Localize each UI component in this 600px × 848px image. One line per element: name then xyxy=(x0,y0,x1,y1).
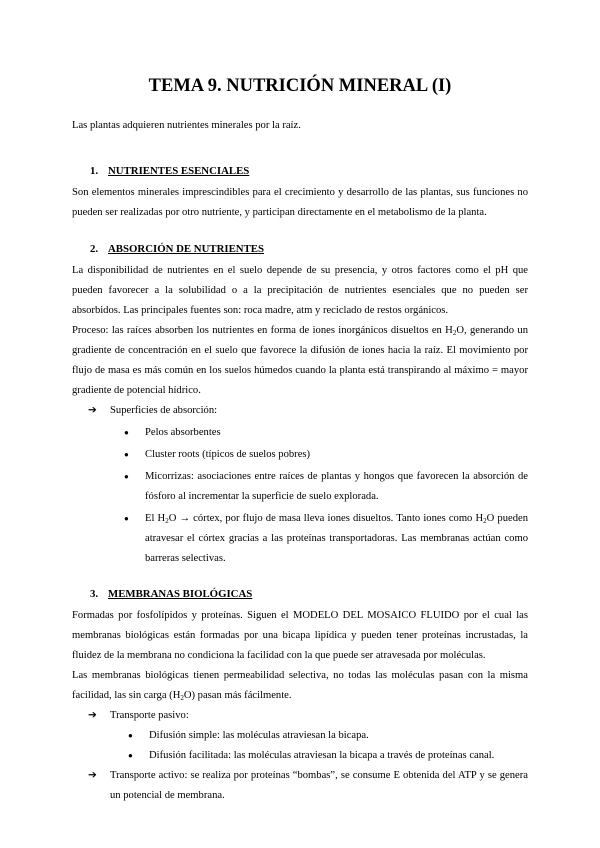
section-title: MEMBRANAS BIOLÓGICAS xyxy=(108,588,253,600)
arrow-icon: ➔ xyxy=(88,770,97,781)
section-number: 3. xyxy=(90,588,99,600)
section-title: ABSORCIÓN DE NUTRIENTES xyxy=(108,243,264,255)
list-item-text: Pelos absorbentes xyxy=(145,427,221,438)
bullet-icon: ● xyxy=(124,514,129,523)
arrow-list-item xyxy=(72,401,528,421)
bullet-list-item xyxy=(72,423,528,443)
arrow-list-item xyxy=(72,706,528,726)
bullet-icon: ● xyxy=(124,428,129,437)
bullet-icon: ● xyxy=(128,731,133,740)
section-number: 1. xyxy=(90,165,99,177)
section-body-disponibilidad: La disponibilidad de nutrientes en el suelo depende de su presencia, y otros factores como el pH que pueden favorecer a la solubilidad o a la precipitación de nutrientes esenciales que no pueden ser absorbidos. Las principales fuentes son: roca madre, atm y reciclado de restos orgánicos. xyxy=(72,265,528,316)
arrow-icon: ➔ xyxy=(88,710,97,721)
section-body: Son elementos minerales imprescindibles para el crecimiento y desarrollo de las plantas, sus funciones no pueden ser realizadas por otro nutriente, y participan directamente en el metabolismo de la planta. xyxy=(72,187,528,218)
list-item-text: Transporte activo: se realiza por proteínas “bombas”, se consume E obtenida del ATP y se genera un potencial de membrana. xyxy=(110,770,528,801)
section-number: 2. xyxy=(90,243,99,255)
bullet-icon: ● xyxy=(124,450,129,459)
bullet-list-item xyxy=(72,746,528,766)
list-item-text: Difusión facilitada: las moléculas atraviesan la bicapa a través de proteínas canal. xyxy=(149,750,495,761)
bullet-list-item xyxy=(72,467,528,507)
list-item-text: Micorrizas: asociaciones entre raíces de plantas y hongos que favorecen la absorción de fósforo al incrementar la superficie de suelo explorada. xyxy=(145,471,528,502)
arrow-list-item xyxy=(72,766,528,806)
list-item-text: Superficies de absorción: xyxy=(110,405,218,416)
page-title: TEMA 9. NUTRICIÓN MINERAL (I) xyxy=(148,76,452,96)
intro-paragraph: Las plantas adquieren nutrientes minerales por la raíz. xyxy=(72,120,301,131)
section-body-proceso: Proceso: las raíces absorben los nutrientes en forma de iones inorgánicos disueltos en $H_2O$, generando un gradiente de concentración en el suelo que favorece la difusión de iones hacia la raíz. El movimiento por flujo de masa es más común en los suelos húmedos cuando la planta está transpirando al máximo = mayor gradiente de potencial hídrico. xyxy=(72,325,528,396)
list-item-text: El $H_2O$ → córtex, por flujo de masa lleva iones disueltos. Tanto iones como $H_2O$ pueden atravesar el córtex gracias a las proteínas transportadoras. Las membranas actúan como barreras selectivas. xyxy=(145,513,529,564)
bullet-icon: ● xyxy=(128,751,133,760)
arrow-icon: ➔ xyxy=(88,405,97,416)
bullet-list-item xyxy=(72,445,528,465)
list-item-text: Difusión simple: las moléculas atraviesan la bicapa. xyxy=(149,730,369,741)
bullet-list-item xyxy=(72,509,528,569)
bullet-list-item xyxy=(72,726,528,746)
list-item-text: Transporte pasivo: xyxy=(110,710,189,721)
list-item-text: Cluster roots (típicos de suelos pobres) xyxy=(145,449,311,460)
section-membranas xyxy=(72,585,528,806)
bullet-icon: ● xyxy=(124,472,129,481)
section-nutrientes-esenciales xyxy=(72,162,528,223)
section-heading xyxy=(72,240,528,258)
section-heading xyxy=(72,585,528,603)
section-body-modelo: Formadas por fosfolípidos y proteínas. Siguen el MODELO DEL MOSAICO FLUIDO por el cual las membranas biológicas están formadas por una bicapa lipídica y pueden tener proteínas incrustadas, la fluidez de la membrana no condiciona la facilidad con la que puede ser atravesada por moléculas. xyxy=(72,610,528,661)
section-title: NUTRIENTES ESENCIALES xyxy=(108,165,250,177)
section-body-permeabilidad: Las membranas biológicas tienen permeabilidad selectiva, no todas las moléculas pasan con la misma facilidad, las sin carga $(H_2O)$ pasan más fácilmente. xyxy=(72,670,528,702)
section-heading xyxy=(72,162,528,180)
section-absorcion xyxy=(72,240,528,569)
